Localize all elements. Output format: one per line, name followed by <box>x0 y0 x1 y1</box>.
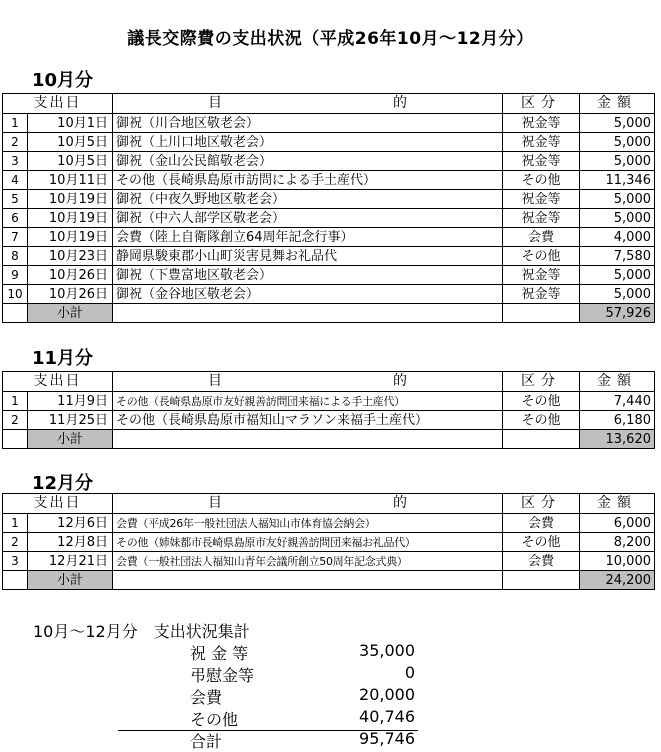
row-date: 10月26日 <box>28 285 113 304</box>
page-title: 議長交際費の支出状況（平成26年10月～12月分） <box>127 29 534 49</box>
header-date: 支出日 <box>3 94 113 114</box>
row-amount: 8,200 <box>580 533 655 552</box>
row-amount: 5,000 <box>580 152 655 171</box>
row-purpose: 会費（平成26年一般社団法人福知山市体育協会納会） <box>113 514 503 533</box>
row-date: 10月1日 <box>28 114 113 133</box>
row-category: 祝金等 <box>503 285 580 304</box>
expense-table-october <box>2 93 655 323</box>
row-category: その他 <box>503 247 580 266</box>
row-date: 10月19日 <box>28 228 113 247</box>
section-heading-december: 12月分 <box>32 473 94 494</box>
subtotal-blank <box>503 430 580 449</box>
row-purpose: 静岡県駿東郡小山町災害見舞お礼品代 <box>113 247 503 266</box>
section-heading-november: 11月分 <box>32 348 94 369</box>
table-row <box>3 266 655 285</box>
row-category: その他 <box>503 171 580 190</box>
table-header-row <box>3 94 655 114</box>
header-date: 支出日 <box>3 372 113 392</box>
row-date: 12月6日 <box>28 514 113 533</box>
table-header-row <box>3 494 655 514</box>
row-date: 11月9日 <box>28 392 113 411</box>
header-category: 区分 <box>503 494 580 514</box>
row-category: 会費 <box>503 552 580 571</box>
row-amount: 5,000 <box>580 209 655 228</box>
summary-item-label: 会費 <box>190 688 223 707</box>
row-category: 祝金等 <box>503 133 580 152</box>
summary-heading: 10月～12月分 支出状況集計 <box>33 622 250 641</box>
row-number: 2 <box>3 533 28 552</box>
subtotal-row <box>3 304 655 323</box>
row-number: 4 <box>3 171 28 190</box>
section-heading-october: 10月分 <box>32 70 94 91</box>
subtotal-blank <box>113 571 503 590</box>
row-amount: 5,000 <box>580 285 655 304</box>
table-row <box>3 190 655 209</box>
table-row <box>3 133 655 152</box>
row-purpose: 御祝（中六人部学区敬老会） <box>113 209 503 228</box>
row-number: 1 <box>3 114 28 133</box>
row-number: 3 <box>3 552 28 571</box>
row-date: 10月26日 <box>28 266 113 285</box>
row-number: 8 <box>3 247 28 266</box>
row-amount: 7,580 <box>580 247 655 266</box>
table-row <box>3 552 655 571</box>
row-amount: 11,346 <box>580 171 655 190</box>
subtotal-amount: 24,200 <box>580 571 655 590</box>
row-purpose: 御祝（金谷地区敬老会） <box>113 285 503 304</box>
row-category: その他 <box>503 411 580 430</box>
row-category: 祝金等 <box>503 190 580 209</box>
table-row <box>3 514 655 533</box>
row-date: 10月19日 <box>28 209 113 228</box>
header-purpose <box>113 94 503 114</box>
row-purpose: 御祝（中夜久野地区敬老会） <box>113 190 503 209</box>
row-number: 2 <box>3 411 28 430</box>
row-number: 1 <box>3 392 28 411</box>
row-amount: 6,000 <box>580 514 655 533</box>
summary-item-value: 0 <box>404 663 415 682</box>
summary-item <box>190 641 415 663</box>
table-row <box>3 285 655 304</box>
summary-total <box>190 729 415 751</box>
row-purpose: その他（長崎県島原市訪問による手土産代） <box>113 171 503 190</box>
summary-item-label: 弔慰金等 <box>190 666 255 685</box>
row-category: その他 <box>503 533 580 552</box>
subtotal-blank <box>113 304 503 323</box>
summary-item-label: 祝 金 等 <box>190 644 249 663</box>
summary-item <box>190 685 415 707</box>
table-row <box>3 533 655 552</box>
row-purpose: 会費（一般社団法人福知山青年会議所創立50周年記念式典） <box>113 552 503 571</box>
summary-item-value: 35,000 <box>359 641 415 660</box>
summary-item-value: 20,000 <box>359 685 415 704</box>
subtotal-row <box>3 571 655 590</box>
row-purpose: 御祝（上川口地区敬老会） <box>113 133 503 152</box>
table-row <box>3 392 655 411</box>
subtotal-row <box>3 430 655 449</box>
summary-item <box>190 707 415 729</box>
header-category: 区分 <box>503 372 580 392</box>
header-date: 支出日 <box>3 494 113 514</box>
summary-total-value: 95,746 <box>359 729 415 748</box>
row-purpose: 会費（陸上自衛隊創立64周年記念行事） <box>113 228 503 247</box>
table-row <box>3 114 655 133</box>
header-purpose-1: 目 <box>208 95 222 111</box>
subtotal-label: 小計 <box>28 304 113 323</box>
row-number: 9 <box>3 266 28 285</box>
subtotal-blank <box>113 430 503 449</box>
header-amount: 金額 <box>580 372 655 392</box>
header-purpose-2: 的 <box>393 95 407 111</box>
row-amount: 5,000 <box>580 114 655 133</box>
row-date: 10月19日 <box>28 190 113 209</box>
table-row <box>3 152 655 171</box>
row-category: 祝金等 <box>503 152 580 171</box>
row-amount: 6,180 <box>580 411 655 430</box>
row-date: 11月25日 <box>28 411 113 430</box>
row-amount: 5,000 <box>580 133 655 152</box>
table-row <box>3 228 655 247</box>
row-date: 10月5日 <box>28 133 113 152</box>
expense-table-november <box>2 371 655 449</box>
row-number: 2 <box>3 133 28 152</box>
header-purpose <box>113 372 503 392</box>
row-category: 会費 <box>503 514 580 533</box>
row-number: 5 <box>3 190 28 209</box>
row-date: 10月5日 <box>28 152 113 171</box>
table-row <box>3 171 655 190</box>
row-category: その他 <box>503 392 580 411</box>
row-purpose: その他（姉妹都市長崎県島原市友好親善訪問団来福お礼品代） <box>113 533 503 552</box>
row-amount: 4,000 <box>580 228 655 247</box>
summary-item-value: 40,746 <box>359 707 415 726</box>
subtotal-label: 小計 <box>28 430 113 449</box>
row-date: 12月8日 <box>28 533 113 552</box>
header-amount: 金額 <box>580 94 655 114</box>
subtotal-blank <box>503 571 580 590</box>
row-purpose: 御祝（金山公民館敬老会） <box>113 152 503 171</box>
row-number: 6 <box>3 209 28 228</box>
row-purpose: 御祝（下豊富地区敬老会） <box>113 266 503 285</box>
row-amount: 7,440 <box>580 392 655 411</box>
header-purpose-1: 目 <box>208 373 222 389</box>
row-number: 10 <box>3 285 28 304</box>
row-category: 祝金等 <box>503 114 580 133</box>
row-date: 10月23日 <box>28 247 113 266</box>
row-purpose: その他（長崎県島原市友好親善訪問団来福による手土産代） <box>113 392 503 411</box>
subtotal-label: 小計 <box>28 571 113 590</box>
header-purpose <box>113 494 503 514</box>
subtotal-blank <box>3 571 28 590</box>
row-number: 1 <box>3 514 28 533</box>
table-row <box>3 411 655 430</box>
row-amount: 5,000 <box>580 190 655 209</box>
header-purpose-2: 的 <box>393 495 407 511</box>
subtotal-blank <box>503 304 580 323</box>
header-amount: 金額 <box>580 494 655 514</box>
table-row <box>3 209 655 228</box>
row-purpose: その他（長崎県島原市福知山マラソン来福手土産代） <box>113 411 503 430</box>
summary-total-label: 合計 <box>190 732 223 751</box>
table-header-row <box>3 372 655 392</box>
summary-item <box>190 663 415 685</box>
subtotal-blank <box>3 430 28 449</box>
summary-item-label: その他 <box>190 710 239 729</box>
row-number: 3 <box>3 152 28 171</box>
header-category: 区分 <box>503 94 580 114</box>
subtotal-blank <box>3 304 28 323</box>
row-purpose: 御祝（川合地区敬老会） <box>113 114 503 133</box>
expense-table-december <box>2 493 655 590</box>
row-date: 12月21日 <box>28 552 113 571</box>
header-purpose-1: 目 <box>208 495 222 511</box>
subtotal-amount: 13,620 <box>580 430 655 449</box>
row-category: 会費 <box>503 228 580 247</box>
table-row <box>3 247 655 266</box>
row-category: 祝金等 <box>503 209 580 228</box>
row-amount: 5,000 <box>580 266 655 285</box>
row-number: 7 <box>3 228 28 247</box>
row-amount: 10,000 <box>580 552 655 571</box>
row-date: 10月11日 <box>28 171 113 190</box>
header-purpose-2: 的 <box>393 373 407 389</box>
row-category: 祝金等 <box>503 266 580 285</box>
subtotal-amount: 57,926 <box>580 304 655 323</box>
